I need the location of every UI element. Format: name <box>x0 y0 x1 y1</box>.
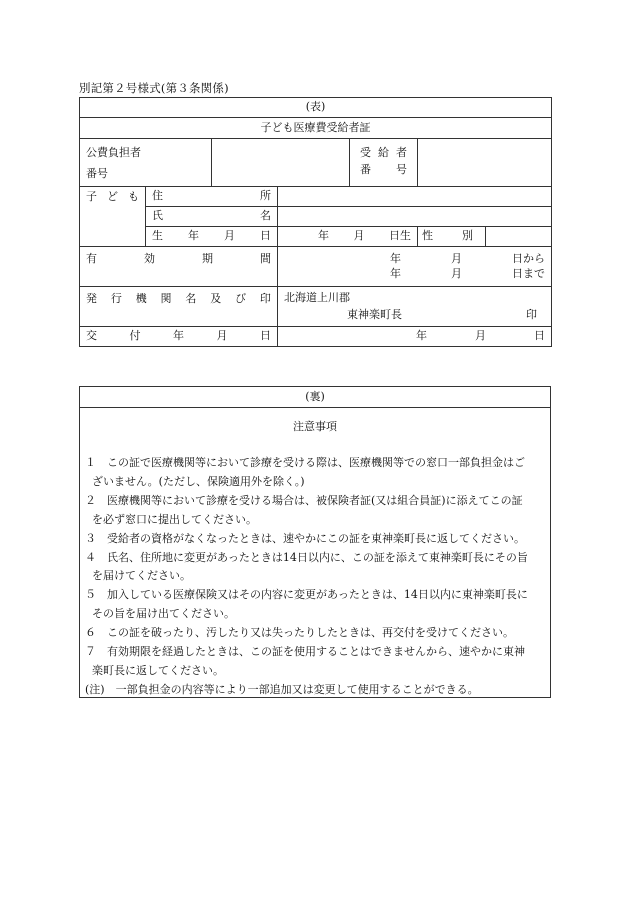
validity-period-field[interactable]: 年 月 日から 年 月 日まで <box>278 247 552 287</box>
notice-note: (注) 一部負担金の内容等により一部追加又は変更して使用することができる。 <box>85 682 479 696</box>
notice-items <box>85 454 545 700</box>
issuer-region: 北海道上川郡 <box>284 291 350 304</box>
gender-label: 性 別 <box>418 227 486 247</box>
notice-item: １ この証で医療機関等において診療を受ける際は、医療機関等での窓口一部負担金はご ざいません。(ただし、保険適用外を除く。) <box>85 456 525 488</box>
recipient-number-label: 受 給 者 番 号 <box>350 139 418 187</box>
front-header: (表) <box>80 98 552 118</box>
form-caption: 別記第２号様式(第３条関係) <box>79 81 229 95</box>
issuer-label: 発 行 機 関 名 及 び 印 <box>80 287 278 327</box>
notice-item: ３ 受給者の資格がなくなったときは、速やかにこの証を東神楽町長に返してください。 <box>85 531 525 545</box>
name-label: 氏 名 <box>146 207 278 227</box>
gender-field[interactable] <box>486 227 552 247</box>
address-field[interactable] <box>278 187 552 207</box>
notice-item: ２ 医療機関等において診療を受ける場合は、被保険者証(又は組合員証)に添えてこの証 を必ず窓口に提出してください。 <box>85 493 523 526</box>
notice-item: ４ 氏名、住所地に変更があったときは14日以内に、この証を添えて東神楽町長にその旨 を届けてください。 <box>85 550 528 583</box>
recipient-number-field[interactable] <box>418 139 552 187</box>
public-payer-number-field[interactable] <box>212 139 350 187</box>
notice-item: ７ 有効期限を経過したときは、この証を使用することはできませんから、速やかに東神 楽町長に返してください。 <box>85 645 525 677</box>
issue-date-label: 交 付 年 月 日 <box>80 327 278 347</box>
seal-mark: 印 <box>526 308 537 322</box>
issuer-field <box>278 287 552 327</box>
back-header: (裏) <box>80 387 550 408</box>
notice-item: ５ 加入している医療保険又はその内容に変更があったときは、14日以内に東神楽町長に その旨を届け出てください。 <box>85 588 528 621</box>
public-payer-label: 公費負担者 番号 <box>80 139 212 187</box>
validity-period-label: 有 効 期 間 <box>80 247 278 287</box>
issue-date-field[interactable]: 年 月 日 <box>278 327 552 347</box>
notice-title: 注意事項 <box>293 420 337 433</box>
birth-date-field[interactable]: 年 月 日生 <box>278 227 418 247</box>
back-side-box <box>79 386 551 698</box>
child-label: 子 ど も <box>80 187 146 247</box>
front-form-table <box>79 97 552 347</box>
certificate-title: 子ども医療費受給者証 <box>80 118 552 139</box>
birth-date-label: 生 年 月 日 <box>146 227 278 247</box>
name-field[interactable] <box>278 207 552 227</box>
notice-item: ６ この証を破ったり、汚したり又は失ったりしたときは、再交付を受けてください。 <box>85 626 514 640</box>
address-label: 住 所 <box>146 187 278 207</box>
issuer-name: 東神楽町長 <box>347 308 402 322</box>
